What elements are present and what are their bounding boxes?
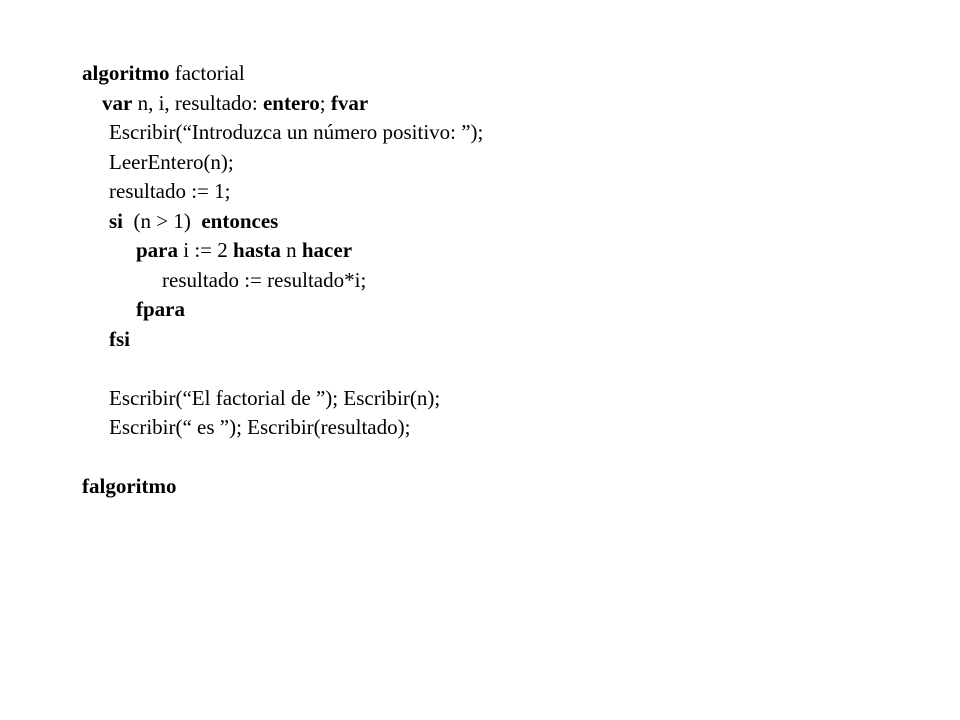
keyword: para xyxy=(136,238,178,262)
keyword: hasta xyxy=(233,238,281,262)
code-text: n, i, resultado: xyxy=(132,90,263,115)
code-line xyxy=(109,384,440,412)
code-line xyxy=(162,266,366,294)
code-text: Escribir(“El factorial de ”); Escribir(n); xyxy=(109,385,441,410)
code-text: Escribir(“Introduzca un número positivo: ”); xyxy=(109,120,484,144)
keyword: falgoritmo xyxy=(82,474,177,498)
code-line xyxy=(102,89,368,117)
code-line xyxy=(109,177,231,205)
code-line xyxy=(109,118,483,146)
code-text: resultado := resultado*i; xyxy=(162,267,367,292)
keyword: hacer xyxy=(301,238,353,262)
code-text: n xyxy=(280,238,302,262)
code-text: i := 2 xyxy=(178,238,234,262)
keyword: algoritmo xyxy=(82,61,170,85)
code-text: (n > 1) xyxy=(123,208,202,233)
code-text: Escribir(“ es ”); Escribir(resultado); xyxy=(109,415,411,439)
keyword: entero xyxy=(262,90,320,115)
code-line xyxy=(82,472,176,500)
code-text: LeerEntero(n); xyxy=(109,149,234,174)
code-line xyxy=(82,59,245,87)
code-line xyxy=(109,207,278,235)
code-line xyxy=(109,148,234,176)
code-text: resultado := 1; xyxy=(109,179,231,203)
keyword: fsi xyxy=(109,326,130,351)
code-text: ; xyxy=(319,90,331,115)
keyword: var xyxy=(102,90,133,115)
keyword: fvar xyxy=(330,90,369,115)
code-line xyxy=(136,236,352,264)
code-line xyxy=(109,325,130,353)
code-line xyxy=(136,295,185,323)
code-line xyxy=(109,413,410,441)
keyword: fpara xyxy=(136,297,185,321)
keyword: entonces xyxy=(201,208,279,233)
keyword: si xyxy=(109,208,124,233)
code-text: factorial xyxy=(169,61,245,85)
